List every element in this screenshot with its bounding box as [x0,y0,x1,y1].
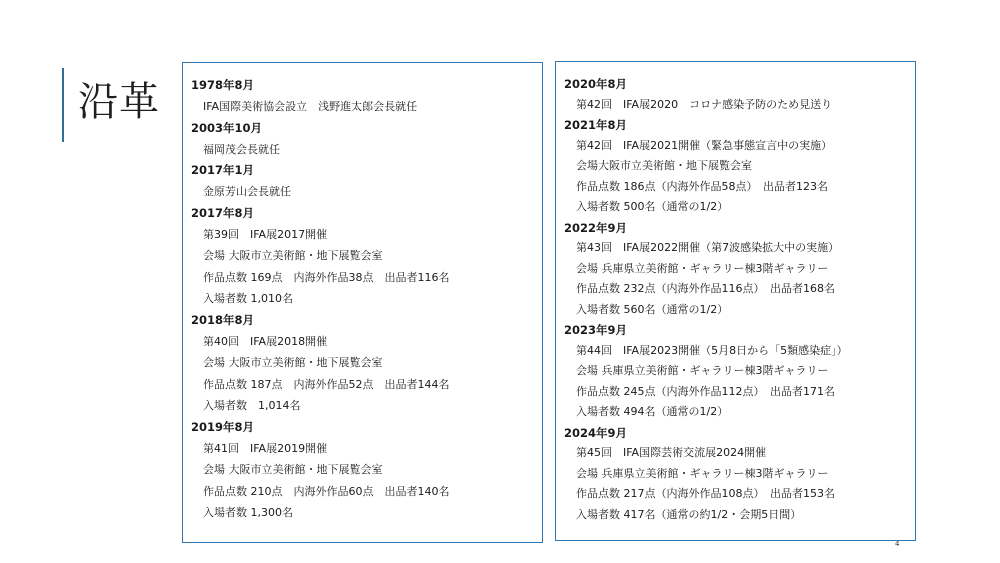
history-panel-left [182,62,543,543]
entry-date: 2018年8月 [191,312,255,327]
entry-detail-line: 入場者数 500名（通常の1/2） [576,200,729,213]
entry-date: 2017年1月 [191,163,255,177]
entry-detail-line: 入場者数 417名（通常の約1/2・会期5日間） [576,507,802,521]
entry-detail-line: 作品点数 210点 内海外作品60点 出品者140名 [203,484,450,498]
entry-detail-line: 第44回 IFA展2023開催（5月8日から「5類感染症」） [576,343,848,357]
entry-detail-line: 会場 兵庫県立美術館・ギャラリー棟3階ギャラリー [576,261,829,275]
entry-detail-line: 入場者数 560名（通常の1/2） [576,302,729,316]
entry-detail-line: 作品点数 232点（内海外作品116点） 出品者168名 [576,282,835,295]
entry-detail-line: 第45回 IFA国際芸術交流展2024開催 [576,446,767,459]
entry-detail-line: 第42回 IFA展2020 コロナ感染予防のため見送り [576,97,833,111]
entry-detail-line: 作品点数 169点 内海外作品38点 出品者116名 [203,270,450,284]
page-title: 沿革 [78,79,160,125]
entry-date: 2021年8月 [564,118,628,132]
entry-date: 2023年9月 [564,323,628,337]
entry-detail-line: 第41回 IFA展2019開催 [203,441,328,455]
entry-detail-line: 入場者数 1,300名 [203,506,293,519]
page-number: 4 [895,540,900,548]
entry-detail-line: 会場 大阪市立美術館・地下展覧会室 [203,249,383,262]
entry-date: 1978年8月 [191,78,255,92]
entry-date: 2020年8月 [564,77,628,91]
title-accent-bar [62,68,64,142]
entry-detail-line: 作品点数 187点 内海外作品52点 出品者144名 [203,377,450,391]
entry-detail-line: 第39回 IFA展2017開催 [203,227,328,241]
entry-detail-line: 作品点数 245点（内海外作品112点） 出品者171名 [576,384,835,398]
entry-detail-line: 会場 大阪市立美術館・地下展覧会室 [203,356,383,369]
entry-detail-line: 会場 兵庫県立美術館・ギャラリー棟3階ギャラリー [576,364,829,377]
entry-date: 2024年9月 [564,425,628,440]
entry-date: 2019年8月 [191,419,255,434]
entry-detail-line: 福岡茂会長就任 [203,142,280,156]
entry-detail-line: 会場 大阪市立美術館・地下展覧会室 [203,463,383,476]
entry-detail-line: 入場者数 494名（通常の1/2） [576,405,729,418]
entry-detail-line: 作品点数 186点（内海外作品58点） 出品者123名 [576,179,828,193]
entry-detail-line: 入場者数 1,014名 [203,399,301,412]
entry-detail-line: 会場 兵庫県立美術館・ギャラリー棟3階ギャラリー [576,466,829,480]
entry-date: 2017年8月 [191,205,255,220]
entry-detail-line: IFA国際美術協会設立 浅野進太郎会長就任 [203,100,418,113]
entry-date: 2022年9月 [564,220,628,235]
entry-detail-line: 作品点数 217点（内海外作品108点） 出品者153名 [576,487,835,500]
entry-date: 2003年10月 [191,120,263,135]
entry-detail-line: 会場大阪市立美術館・地下展覧会室 [576,159,752,172]
entry-detail-line: 第42回 IFA展2021開催（緊急事態宣言中の実施） [576,138,833,152]
entry-detail-line: 金原芳山会長就任 [203,185,291,198]
entry-detail-line: 第43回 IFA展2022開催（第7波感染拡大中の実施） [576,241,840,254]
history-panel-right [555,61,916,541]
entry-detail-line: 入場者数 1,010名 [203,292,293,305]
entry-detail-line: 第40回 IFA展2018開催 [203,334,328,348]
